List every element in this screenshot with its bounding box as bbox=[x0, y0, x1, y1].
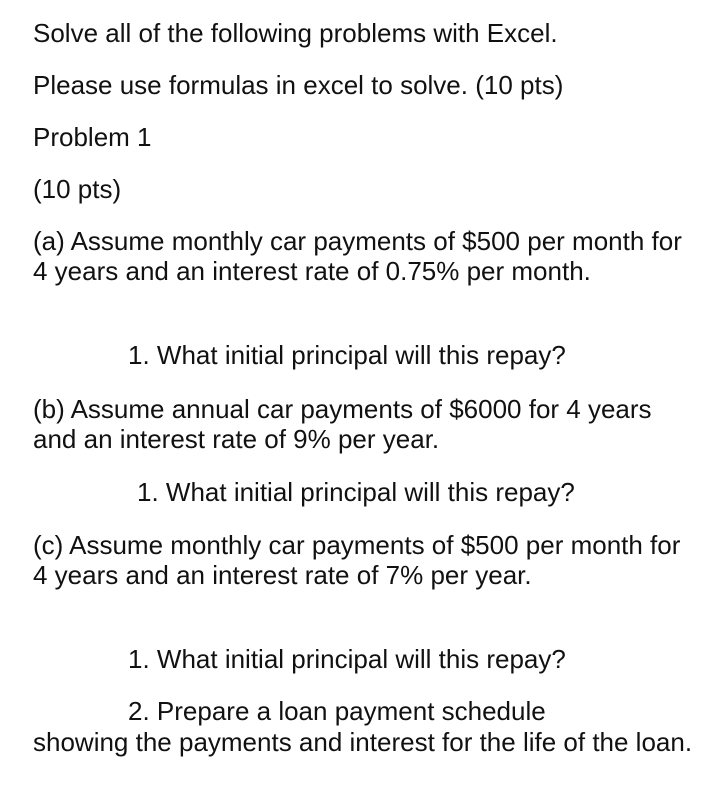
intro-line-2: Please use formulas in excel to solve. (10 pts) bbox=[33, 70, 564, 100]
problem-points: (10 pts) bbox=[33, 174, 122, 204]
part-a-question-1: 1. What initial principal will this repay? bbox=[128, 340, 566, 370]
part-c-question-1: 1. What initial principal will this repay? bbox=[128, 644, 566, 674]
part-c-question-2-line-1: 2. Prepare a loan payment schedule bbox=[128, 696, 546, 726]
part-c-text: (c) Assume monthly car payments of $500 per month for 4 years and an interest rate of 7% per year. bbox=[33, 530, 681, 590]
problem-title: Problem 1 bbox=[33, 122, 152, 152]
part-b-question-1: 1. What initial principal will this repay? bbox=[137, 477, 575, 507]
part-a-text: (a) Assume monthly car payments of $500 per month for 4 years and an interest rate of 0.75% per month. bbox=[33, 226, 682, 286]
part-c-question-2-line-2: showing the payments and interest for the life of the loan. bbox=[33, 727, 693, 757]
part-b-text: (b) Assume annual car payments of $6000 for 4 years and an interest rate of 9% per year. bbox=[33, 394, 652, 454]
intro-line-1: Solve all of the following problems with Excel. bbox=[33, 18, 558, 48]
